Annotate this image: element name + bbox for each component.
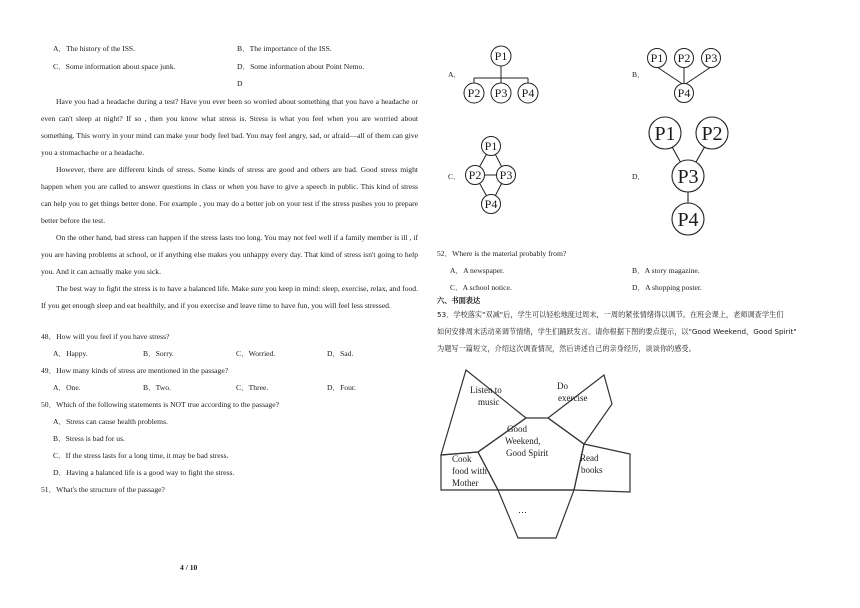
q47-option-c: C．Some information about space junk.: [53, 62, 176, 71]
prompt-line-2: 如何安排周末活动来调节情绪，学生们踊跃发言。请你根据下图的要点提示，以"Good Weekend，Good Spirit": [437, 327, 797, 336]
q50-option-c: C．If the stress lasts for a long time, it may be bad stress.: [53, 451, 229, 460]
prompt-line-1: 53．学校落实"双减"后，学生可以轻松地度过周末，一周的紧张情绪得以调节。在班会课上，老师调查学生们: [437, 310, 784, 319]
q51-option-a-label: A．: [448, 70, 462, 79]
q52-option-c: C．A school notice.: [450, 283, 512, 292]
passage-paragraph-4: The best way to fight the stress is to have a balanced life. Make sure you keep in mind: sleep, exercise, relax, and food. If you get enough sleep and eat healthily, and if you exercise and leave time to have fun, you will feel less stressed.: [41, 284, 418, 310]
q50-option-d: D．Having a balanced life is a good way to fight the stress.: [53, 468, 235, 477]
star-label-listen-2: music: [478, 397, 500, 407]
node-p2: P2: [468, 168, 482, 182]
star-center-1: Good: [507, 424, 527, 434]
node-p3: P3: [677, 166, 699, 188]
star-label-listen-1: Listen to: [470, 385, 502, 395]
node-p4: P4: [677, 86, 691, 100]
star-label-read-2: books: [581, 465, 603, 475]
star-center-3: Good Spirit: [506, 448, 549, 458]
q48-option-b: B．Sorry.: [143, 349, 174, 358]
star-label-do-1: Do: [557, 381, 568, 391]
q48-option-d: D．Sad.: [327, 349, 354, 358]
q52-option-d: D．A shopping poster.: [632, 283, 702, 292]
star-mind-map: [438, 366, 634, 544]
q52-option-a: A．A newspaper.: [450, 266, 504, 275]
q50-option-b: B．Stress is bad for us.: [53, 434, 125, 443]
q47-option-a: A．The history of the ISS.: [53, 44, 136, 53]
q50-question: 50．Which of the following statements is NOT true according to the passage?: [41, 400, 279, 409]
passage-paragraph-3: On the other hand, bad stress can happen if the stress lasts too long. You may not feel well if a family member is ill , if you are having problems at school, or if anything else makes you unhappy every day. That kind of stress isn't going to help you. And it can actually make you sick.: [41, 233, 418, 276]
passage-paragraph-1: Have you had a headache during a test? Have you ever been so worried about something that you have a headache or even can't sleep at night? If so , then you know what stress is. Stress is what you feel when you are worried about something. This worry in your mind can make your body feel bad. You may feel angry, sad, or afraid—all of them can give you a stomachache or a headache.: [41, 97, 418, 157]
node-p4: P4: [677, 209, 699, 231]
prompt-line-3: 为题写一篇短文，介绍这次调查情况，然后讲述自己的亲身经历，谈谈你的感受。: [437, 344, 696, 353]
structure-diagram-d: [648, 116, 738, 236]
node-p2: P2: [467, 86, 481, 100]
q49-question: 49．How many kinds of stress are mentioned in the passage?: [41, 366, 229, 375]
q49-option-c: C．Three.: [236, 383, 269, 392]
star-label-cook-1: Cook: [452, 454, 472, 464]
q52-question: 52．Where is the material probably from?: [437, 249, 567, 258]
section-heading: 六、书面表达: [437, 296, 481, 305]
page-number: 4 / 10: [180, 563, 198, 572]
q52-option-b: B．A story magazine.: [632, 266, 700, 275]
star-label-more: …: [518, 505, 527, 515]
structure-diagram-b: [643, 47, 728, 105]
star-label-do-2: exercise: [558, 393, 588, 403]
q51-option-c-label: C．: [448, 172, 461, 181]
q51-option-b-label: B．: [632, 70, 645, 79]
node-p1: P1: [494, 49, 508, 63]
q48-option-a: A．Happy.: [53, 349, 88, 358]
star-label-cook-3: Mother: [452, 478, 479, 488]
q51-option-d-label: D．: [632, 172, 646, 181]
q48-option-c: C．Worried.: [236, 349, 276, 358]
node-p3: P3: [494, 86, 508, 100]
q49-option-d: D．Four.: [327, 383, 356, 392]
star-center-2: Weekend,: [505, 436, 541, 446]
passage-paragraph-2: However, there are different kinds of stress. Some kinds of stress are good and others are bad. Good stress might happen when you are called to answer questions in class or when you have to give a speech in public. This kind of stress can help you to get things better done. For example , you may do a better job on your test if the stress pushes you to prepare better before the test.: [41, 165, 418, 225]
node-p3: P3: [499, 168, 513, 182]
node-p2: P2: [677, 51, 691, 65]
node-p2: P2: [701, 123, 723, 145]
q48-question: 48．How will you feel if you have stress?: [41, 332, 170, 341]
q47-answer: D: [237, 79, 243, 88]
node-p4: P4: [484, 197, 498, 211]
node-p4: P4: [521, 86, 535, 100]
q47-option-b: B．The importance of the ISS.: [237, 44, 332, 53]
q49-option-b: B．Two.: [143, 383, 171, 392]
node-p1: P1: [654, 123, 676, 145]
structure-diagram-a: [460, 44, 550, 106]
q50-option-a: A．Stress can cause health problems.: [53, 417, 168, 426]
q51-question: 51．What's the structure of the passage?: [41, 485, 165, 494]
q47-option-d: D．Some information about Point Nemo.: [237, 62, 365, 71]
star-label-read-1: Read: [580, 453, 599, 463]
structure-diagram-c: [462, 136, 522, 216]
node-p3: P3: [704, 51, 718, 65]
node-p1: P1: [650, 51, 664, 65]
node-p1: P1: [484, 139, 498, 153]
q49-option-a: A．One.: [53, 383, 81, 392]
star-label-cook-2: food with: [452, 466, 487, 476]
